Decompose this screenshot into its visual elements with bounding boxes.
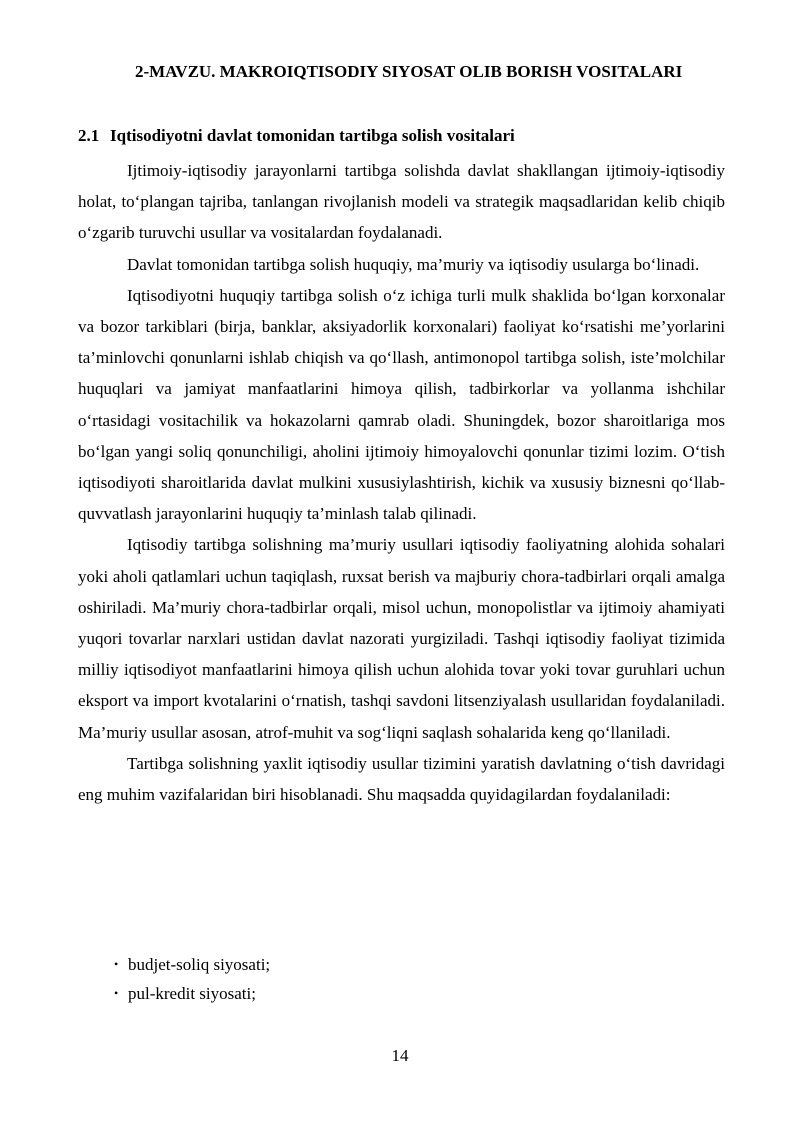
paragraph: Iqtisodiy tartibga solishning ma’muriy usullari iqtisodiy faoliyatning alohida sohalari yoki aholi qatlamlari uchun taqiqlash, ruxsat berish va majburiy chora-tadbirlari orqali amalga oshiriladi. Ma’muriy chora-tadbirlar orqali, misol uchun, monopolistlar va ijtimoiy ahamiyati yuqori tovarlar narxlari ustidan davlat nazorati yurgiziladi. Tashqi iqtisodiy faoliyat tizimida milliy iqtisodiyot manfaatlarini himoya qilish uchun alohida tovar yoki tovar guruhlari uchun eksport va import kvotalarini o‘rnatish, tashqi savdoni litsenziyalash usullaridan foydalaniladi. Ma’muriy usullar asosan, atrof-muhit va sog‘liqni saqlash sohalarida keng qo‘llaniladi.	[78, 535, 725, 742]
list-item	[78, 950, 725, 979]
paragraph: Iqtisodiyotni huquqiy tartibga solish o‘z ichiga turli mulk shaklida bo‘lgan korxonalar va bozor tarkiblari (birja, banklar, aksiyadorlik korxonalari) faoliyat ko‘rsatishi me’yorlarini ta’minlovchi qonunlarni ishlab chiqish va qo‘llash, antimonopol tartibga solish, iste’molchilar huquqlari va jamiyat manfaatlarini himoya qilish, tadbirkorlar va yollanma ishchilar o‘rtasidagi vositachilik va hokazolarni qamrab oladi. Shuningdek, bozor sharoitlariga mos bo‘lgan yangi soliq qonunchiligi, aholini ijtimoiy himoyalovchi qonunlar tizimi lozim. O‘tish iqtisodiyoti sharoitlarida davlat mulkini xususiylashtirish, kichik va xususiy biznesni qo‘llab-quvvatlash jarayonlarini huquqiy ta’minlash talab qilinadi.	[78, 285, 725, 524]
section-heading	[78, 126, 515, 146]
list-item-text: budjet-soliq siyosati;	[128, 955, 271, 974]
bullet-icon: •	[114, 957, 119, 971]
list-item-text: pul-kredit siyosati;	[128, 984, 256, 1003]
paragraph: Davlat tomonidan tartibga solish huquqiy, ma’muriy va iqtisodiy usularga bo‘linadi.	[127, 254, 700, 274]
paragraph: Ijtimoiy-iqtisodiy jarayonlarni tartibga solishda davlat shakllangan ijtimoiy-iqtisodiy holat, to‘plangan tajriba, tanlangan rivojlanish modeli va strategik maqsadlaridan kelib chiqib o‘zgarib turuvchi usullar va vositalardan foydalanadi.	[78, 161, 725, 243]
section-title: Iqtisodiyotni davlat tomonidan tartibga solish vositalari	[110, 126, 515, 145]
body-text	[78, 155, 725, 810]
bullet-icon: •	[114, 986, 119, 1000]
chapter-title: 2-MAVZU. MAKROIQTISODIY SIYOSAT OLIB BORISH VOSITALARI	[135, 62, 683, 81]
section-number: 2.1	[78, 126, 100, 145]
paragraph: Tartibga solishning yaxlit iqtisodiy usullar tizimini yaratish davlatning o‘tish davridagi eng muhim vazifalaridan biri hisoblanadi. Shu maqsadda quyidagilardan foydalaniladi:	[78, 753, 725, 805]
bullet-list	[78, 950, 725, 1008]
page-number: 14	[391, 1046, 409, 1065]
list-item	[78, 979, 725, 1008]
